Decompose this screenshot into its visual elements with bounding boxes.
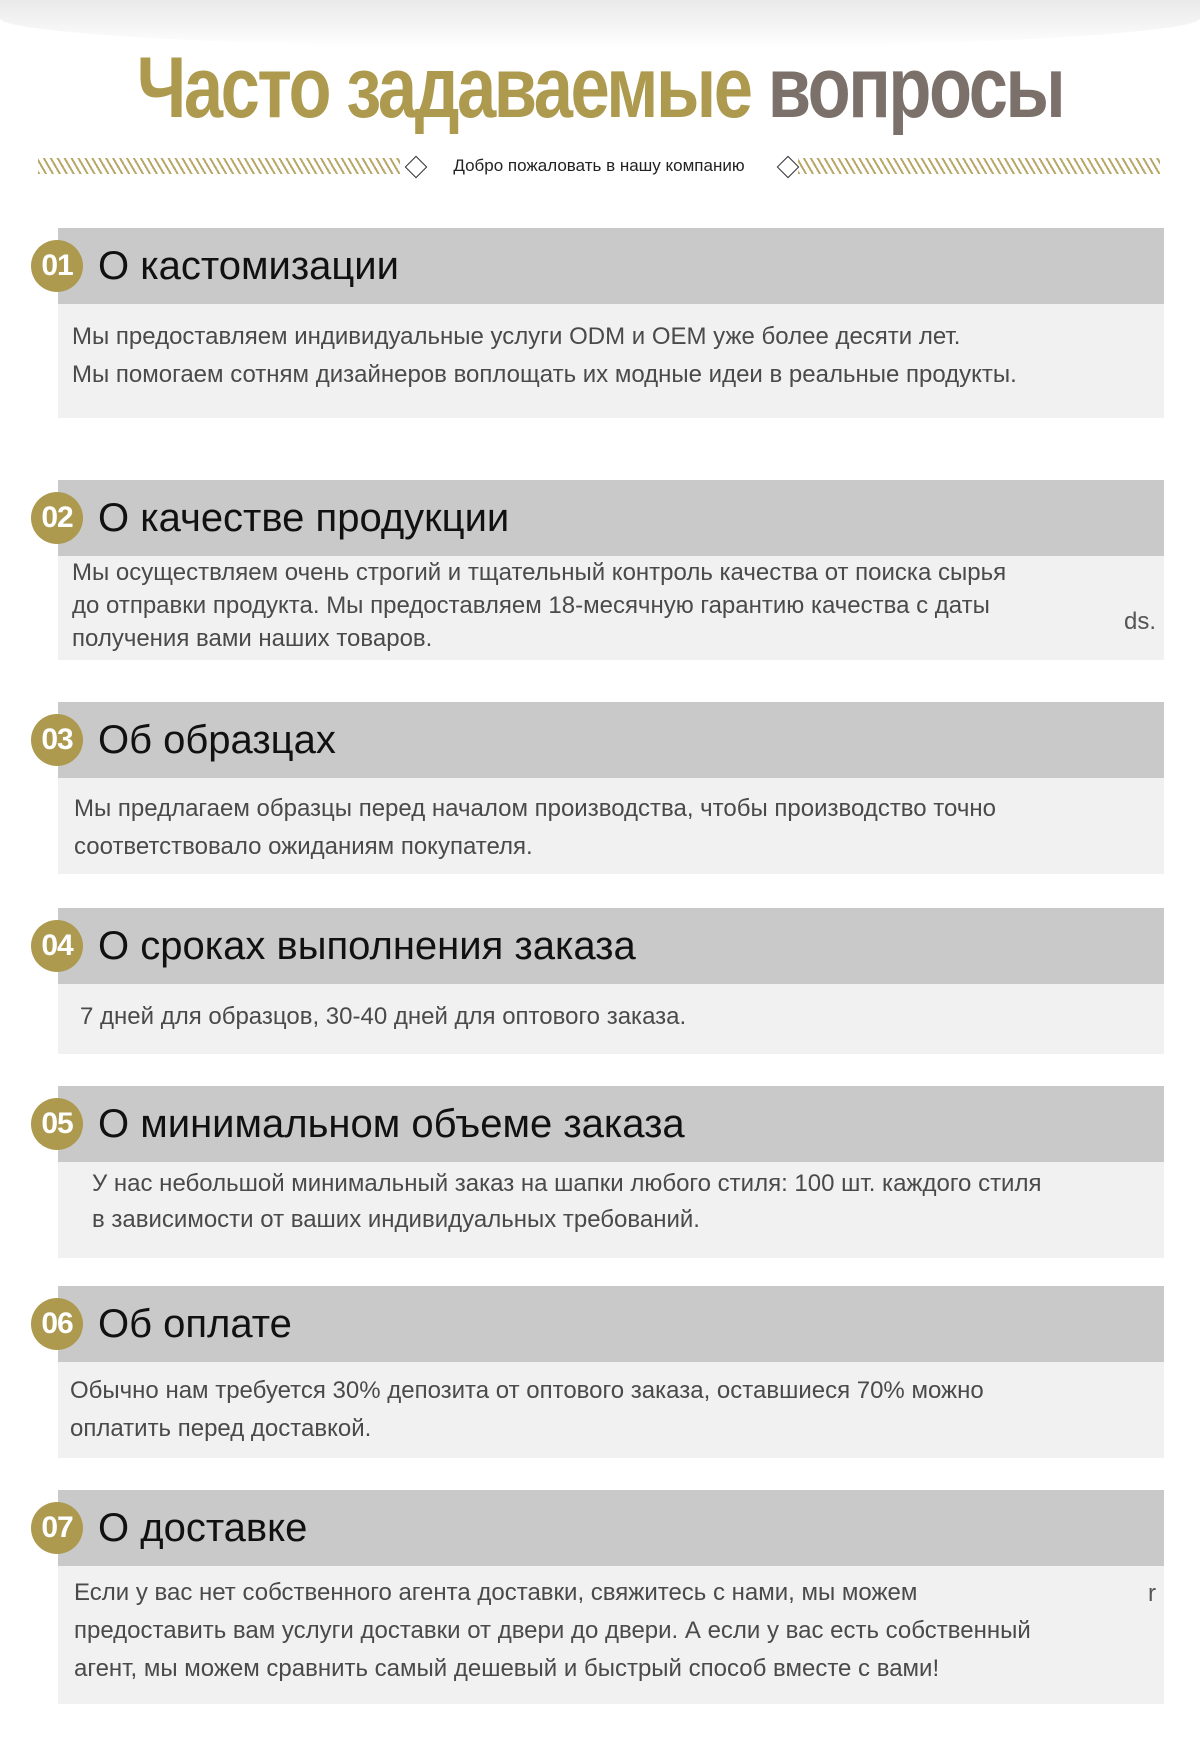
faq-answer bbox=[72, 318, 1124, 394]
answer-line: предоставить вам услуги доставки от двери до двери. А если у вас есть собственный bbox=[74, 1617, 1031, 1644]
answer-line: У нас небольшой минимальный заказ на шапки любого стиля: 100 шт. каждого стиля bbox=[92, 1170, 1042, 1197]
faq-title: О минимальном объеме заказа bbox=[98, 1102, 685, 1146]
faq-number-badge: 04 bbox=[31, 920, 83, 972]
faq-number-badge: 01 bbox=[31, 240, 83, 292]
answer-line: Мы предоставляем индивидуальные услуги ODM и OEM уже более десяти лет. bbox=[72, 323, 961, 350]
title-part-gray: вопросы bbox=[767, 40, 1064, 136]
faq-answer bbox=[70, 1372, 1124, 1448]
stray-text: ds. bbox=[1123, 608, 1156, 635]
answer-line: соответствовало ожиданиям покупателя. bbox=[74, 833, 533, 860]
faq-answer-box bbox=[58, 556, 1164, 660]
diamond-icon bbox=[405, 156, 428, 179]
faq-number-badge: 06 bbox=[31, 1298, 83, 1350]
answer-line: получения вами наших товаров. bbox=[72, 625, 433, 652]
answer-line: Если у вас нет собственного агента доставки, свяжитесь с нами, мы можем bbox=[74, 1579, 918, 1606]
faq-number-badge: 03 bbox=[31, 714, 83, 766]
faq-number-badge: 02 bbox=[31, 492, 83, 544]
faq-answer-box bbox=[58, 1362, 1164, 1458]
faq-number-badge: 05 bbox=[31, 1098, 83, 1150]
stray-text: r bbox=[1148, 1580, 1156, 1607]
faq-answer-box bbox=[58, 304, 1164, 418]
faq-answer-box bbox=[58, 1162, 1164, 1258]
answer-line: агент, мы можем сравнить самый дешевый и быстрый способ вместе с вами! bbox=[74, 1655, 940, 1682]
faq-number-badge: 07 bbox=[31, 1502, 83, 1554]
answer-line: до отправки продукта. Мы предоставляем 18-месячную гарантию качества с даты bbox=[72, 592, 990, 619]
hatch-decoration-right bbox=[798, 158, 1160, 174]
faq-title: Об образцах bbox=[98, 718, 336, 762]
faq-answer bbox=[74, 790, 1124, 866]
answer-line: Мы помогаем сотням дизайнеров воплощать их модные идеи в реальные продукты. bbox=[72, 361, 1017, 388]
answer-line: Обычно нам требуется 30% депозита от оптового заказа, оставшиеся 70% можно bbox=[70, 1377, 984, 1404]
faq-answer bbox=[72, 556, 1124, 655]
answer-line: 7 дней для образцов, 30-40 дней для оптового заказа. bbox=[80, 1003, 687, 1030]
faq-title: О сроках выполнения заказа bbox=[98, 924, 636, 968]
faq-answer-box bbox=[58, 778, 1164, 874]
answer-line: оплатить перед доставкой. bbox=[70, 1415, 372, 1442]
faq-title: О кастомизации bbox=[98, 244, 399, 288]
welcome-divider bbox=[38, 154, 1160, 178]
faq-answer bbox=[74, 1574, 1124, 1688]
title-part-gold: Часто задаваемые bbox=[136, 40, 751, 136]
faq-title: О доставке bbox=[98, 1506, 308, 1550]
diamond-icon bbox=[777, 156, 800, 179]
faq-title: О качестве продукции bbox=[98, 496, 510, 540]
answer-line: в зависимости от ваших индивидуальных требований. bbox=[92, 1206, 700, 1233]
answer-line: Мы осуществляем очень строгий и тщательный контроль качества от поиска сырья bbox=[72, 559, 1007, 586]
welcome-text: Добро пожаловать в нашу компанию bbox=[453, 156, 745, 175]
page-title bbox=[108, 38, 1092, 138]
faq-answer bbox=[80, 998, 1124, 1036]
faq-answer-box bbox=[58, 984, 1164, 1054]
faq-answer-box bbox=[58, 1566, 1164, 1704]
answer-line: Мы предлагаем образцы перед началом производства, чтобы производство точно bbox=[74, 795, 996, 822]
hatch-decoration-left bbox=[38, 158, 400, 174]
faq-answer bbox=[92, 1166, 1154, 1238]
faq-title: Об оплате bbox=[98, 1302, 292, 1346]
